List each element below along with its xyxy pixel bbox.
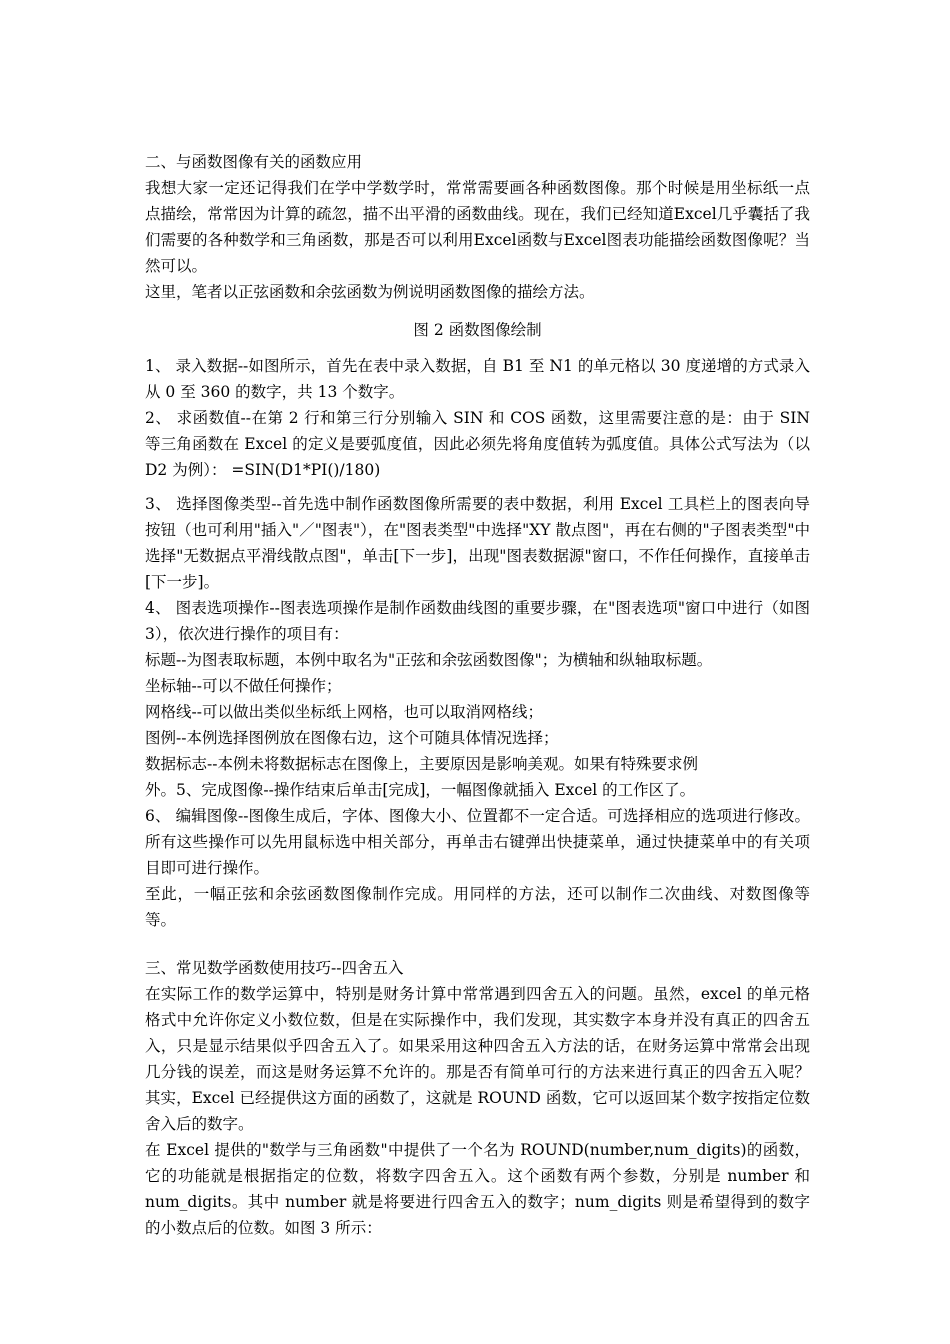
section3-para1: 在实际工作的数学运算中，特别是财务计算中常常遇到四舍五入的问题。虽然，excel 的单元格格式中允许你定义小数位数，但是在实际操作中，我们发现，其实数字本身并没有真正的四舍五入，只是显示结果似乎四舍五入了。如果采用这种四舍五入方法的话，在财务运算中常常会出现几分钱的误差，而这是财务运算不允许的。那是否有简单可行的方法来进行真正的四舍五入呢？其实，Excel 已经提供这方面的函数了，这就是 ROUND 函数，它可以返回某个数字按指定位数舍入后的数字。 [145,985,810,1133]
step-3: 3、 选择图像类型--首先选中制作函数图像所需要的表中数据，利用 Excel 工具栏上的图表向导按钮（也可利用"插入"／"图表"），在"图表类型"中选择"XY 散点图"，再在右侧的"子图表类型"中选择"无数据点平滑线散点图"，单击[下一步]，出现"图表数据源"窗口，不作任何操作，直接单击[下一步]。 [145,495,810,591]
section3-para2: 在 Excel 提供的"数学与三角函数"中提供了一个名为 ROUND(number,num_digits)的函数，它的功能就是根据指定的位数，将数字四舍五入。这个函数有两个参数，分别是 number 和 num_digits。其中 number 就是将要进行四舍五入的数字；num_digits 则是希望得到的数字的小数点后的位数。如图 3 所示： [145,1141,810,1237]
section2-conclusion: 至此，一幅正弦和余弦函数图像制作完成。用同样的方法，还可以制作二次曲线、对数图像等等。 [145,885,810,929]
step-6: 6、 编辑图像--图像生成后，字体、图像大小、位置都不一定合适。可选择相应的选项进行修改。所有这些操作可以先用鼠标选中相关部分，再单击右键弹出快捷菜单，通过快捷菜单中的有关项目即可进行操作。 [145,807,810,877]
figure-caption: 图 2 函数图像绘制 [413,321,542,339]
section2-intro: 我想大家一定还记得我们在学中学数学时，常常需要画各种函数图像。那个时候是用坐标纸一点点描绘，常常因为计算的疏忽，描不出平滑的函数曲线。现在，我们已经知道Excel几乎囊括了我们需要的各种数学和三角函数，那是否可以利用Excel函数与Excel图表功能描绘函数图像呢？当然可以。 [145,179,810,275]
item-labels-line2: 外。5、完成图像--操作结束后单击[完成]，一幅图像就插入 Excel 的工作区了。 [145,781,696,799]
item-legend: 图例--本例选择图例放在图像右边，这个可随具体情况选择； [145,729,559,747]
item-axis: 坐标轴--可以不做任何操作； [145,677,342,695]
section3-heading: 三、常见数学函数使用技巧--四舍五入 [145,959,404,977]
step-2: 2、 求函数值--在第 2 行和第三行分别输入 SIN 和 COS 函数，这里需要注意的是：由于 SIN 等三角函数在 Excel 的定义是要弧度值，因此必须先将角度值转为弧度值。具体公式写法为（以 D2 为例）： =SIN(D1*PI()/180) [145,409,810,479]
step-4: 4、 图表选项操作--图表选项操作是制作函数曲线图的重要步骤，在"图表选项"窗口中进行（如图 3），依次进行操作的项目有： [145,599,810,643]
step-1: 1、 录入数据--如图所示，首先在表中录入数据，自 B1 至 N1 的单元格以 30 度递增的方式录入从 0 至 360 的数字，共 13 个数字。 [145,357,810,401]
section2-heading: 二、与函数图像有关的函数应用 [145,153,363,171]
item-labels-line1: 数据标志--本例未将数据标志在图像上，主要原因是影响美观。如果有特殊要求例 [145,755,698,773]
section2-intro2: 这里，笔者以正弦函数和余弦函数为例说明函数图像的描绘方法。 [145,283,595,301]
item-grid: 网格线--可以做出类似坐标纸上网格，也可以取消网格线； [145,703,543,721]
item-title: 标题--为图表取标题，本例中取名为"正弦和余弦函数图像"；为横轴和纵轴取标题。 [145,651,713,669]
document-body [145,149,810,1241]
